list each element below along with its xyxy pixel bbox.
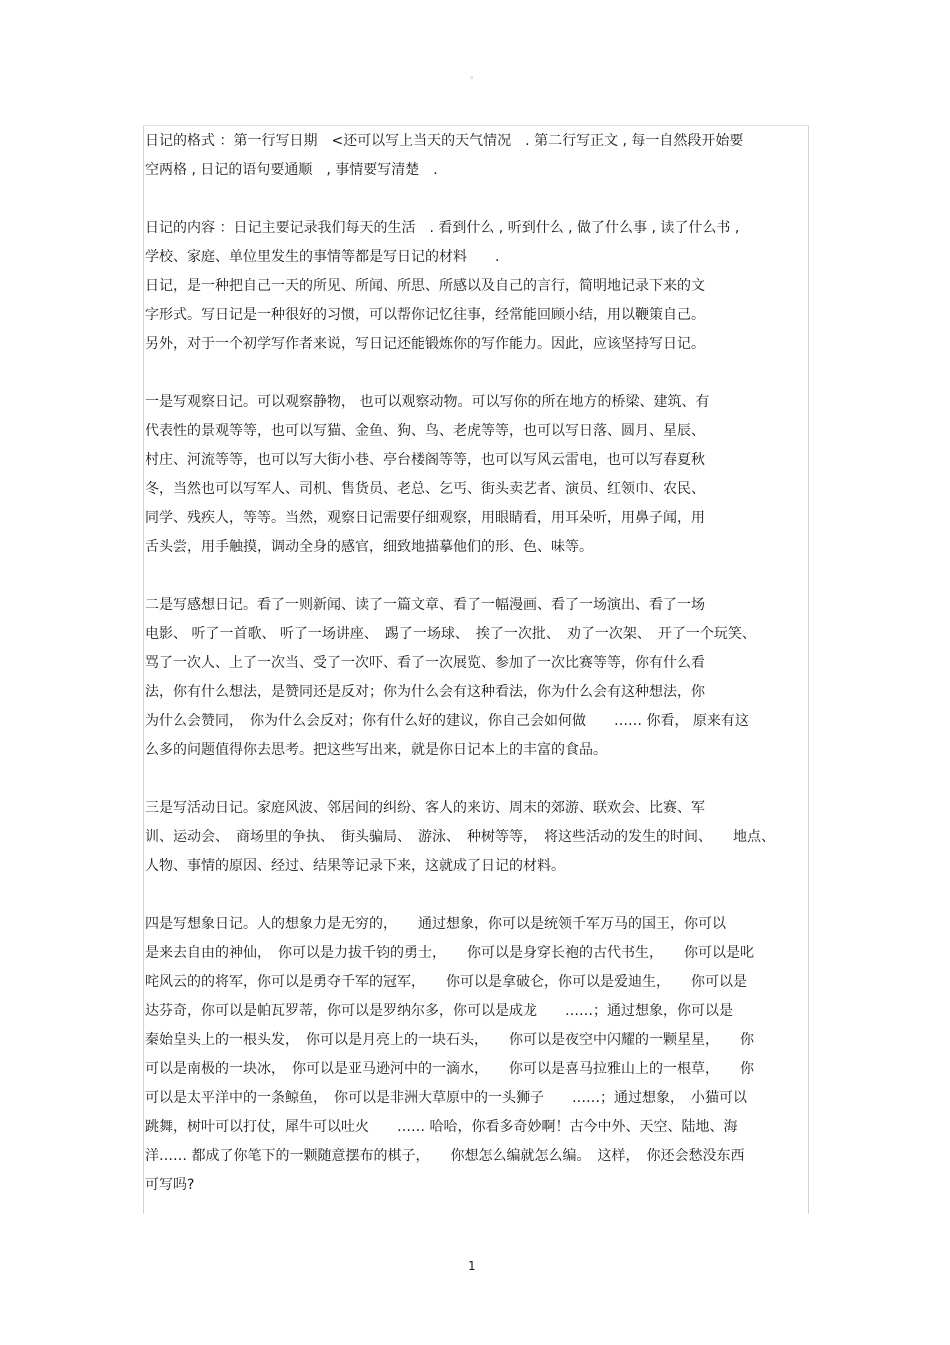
paragraph-gap — [145, 881, 807, 910]
text-line: 空两格 , 日记的语句要通顺 , 事情要写清楚 . — [145, 162, 438, 178]
text-line: 人物、事情的原因、经过、结果等记录下来，这就成了日记的材料。 — [145, 858, 565, 874]
paragraph-gap — [145, 185, 807, 214]
text-line: 日记的格式 ：第一行写日期 <还可以写上当天的天气情况 . 第二行写正文 , 每一自然段开始要 — [145, 133, 744, 149]
text-line: 跳舞，树叶可以打仗，犀牛可以吐火 …… 哈哈，你看多奇妙啊！古今中外、天空、陆地、海 — [145, 1119, 738, 1135]
paragraph — [145, 214, 807, 359]
text-line: 日记的内容 ：日记主要记录我们每天的生活 . 看到什么 , 听到什么 , 做了什么事 , 读了什么书 , — [145, 220, 740, 236]
text-line: 是来去自由的神仙， 你可以是力拔千钧的勇士， 你可以是身穿长袍的古代书生， 你可以是叱 — [145, 945, 754, 961]
page-number: 1 — [468, 1259, 476, 1273]
text-line: 日记，是一种把自己一天的所见、所闻、所思、所感以及自己的言行，简明地记录下来的文 — [145, 278, 705, 294]
paragraph-gap — [145, 765, 807, 794]
text-line: 可以是太平洋中的一条鲸鱼， 你可以是非洲大草原中的一头狮子 ……；通过想象， 小猫可以 — [145, 1090, 747, 1106]
text-line: 咤风云的的将军，你可以是勇夺千军的冠军， 你可以是拿破仑，你可以是爱迪生， 你可以是 — [145, 974, 747, 990]
text-line: 冬，当然也可以写军人、司机、售货员、老总、乞丐、街头卖艺者、演员、红领巾、农民、 — [145, 481, 705, 497]
paragraph-gap — [145, 562, 807, 591]
text-line: 为什么会赞同， 你为什么会反对；你有什么好的建议，你自己会如何做 …… 你看， 原来有这 — [145, 713, 749, 729]
text-line: 么多的问题值得你去思考。把这些写出来，就是你日记本上的丰富的食品。 — [145, 742, 607, 758]
text-line: 训、运动会、 商场里的争执、 街头骗局、 游泳、 种树等等， 将这些活动的发生的时间、 地点、 — [145, 829, 775, 845]
text-line: 舌头尝，用手触摸，调动全身的感官，细致地描摹他们的形、色、味等。 — [145, 539, 593, 555]
text-line: 四是写想象日记。人的想象力是无穷的， 通过想象，你可以是统领千军万马的国王，你可以 — [145, 916, 726, 932]
paragraph-gap — [145, 359, 807, 388]
text-line: 达芬奇，你可以是帕瓦罗蒂，你可以是罗纳尔多，你可以是成龙 ……；通过想象，你可以是 — [145, 1003, 733, 1019]
text-line: 三是写活动日记。家庭风波、邻居间的纠纷、客人的来访、周末的郊游、联欢会、比赛、军 — [145, 800, 705, 816]
text-line: 代表性的景观等等，也可以写猫、金鱼、狗、鸟、老虎等等，也可以写日落、圆月、星辰、 — [145, 423, 705, 439]
text-line: 骂了一次人、上了一次当、受了一次吓、看了一次展览、参加了一次比赛等等，你有什么看 — [145, 655, 705, 671]
text-line: 学校、家庭、单位里发生的事情等都是写日记的材料 . — [145, 249, 500, 265]
paragraph — [145, 591, 807, 765]
paragraph — [145, 127, 807, 185]
header-mark: 。 — [470, 71, 480, 81]
text-line: 字形式。写日记是一种很好的习惯，可以帮你记忆往事，经常能回顾小结，用以鞭策自己。 — [145, 307, 705, 323]
text-line: 同学、残疾人，等等。当然，观察日记需要仔细观察，用眼睛看，用耳朵听，用鼻子闻，用 — [145, 510, 705, 526]
text-line: 洋…… 都成了你笔下的一颗随意摆布的棋子， 你想怎么编就怎么编。 这样， 你还会愁没东西 — [145, 1148, 745, 1164]
text-line: 村庄、河流等等，也可以写大街小巷、亭台楼阁等等，也可以写风云雷电，也可以写春夏秋 — [145, 452, 705, 468]
text-line: 可写吗? — [145, 1177, 195, 1193]
text-line: 电影、 听了一首歌、 听了一场讲座、 踢了一场球、 挨了一次批、 劝了一次架、 开了一个玩笑、 — [145, 626, 756, 642]
paragraph — [145, 910, 807, 1200]
text-line: 另外，对于一个初学写作者来说，写日记还能锻炼你的写作能力。因此，应该坚持写日记。 — [145, 336, 705, 352]
text-line: 可以是南极的一块冰， 你可以是亚马逊河中的一滴水， 你可以是喜马拉雅山上的一根草， 你 — [145, 1061, 754, 1077]
paragraph — [145, 388, 807, 562]
text-line: 法，你有什么想法，是赞同还是反对；你为什么会有这种看法，你为什么会有这种想法，你 — [145, 684, 705, 700]
text-line: 二是写感想日记。看了一则新闻、读了一篇文章、看了一幅漫画、看了一场演出、看了一场 — [145, 597, 705, 613]
text-line: 秦始皇头上的一根头发， 你可以是月亮上的一块石头， 你可以是夜空中闪耀的一颗星星， 你 — [145, 1032, 754, 1048]
text-line: 一是写观察日记。可以观察静物， 也可以观察动物。可以写你的所在地方的桥梁、建筑、有 — [145, 394, 710, 410]
paragraph — [145, 794, 807, 881]
document-body — [145, 127, 807, 1200]
